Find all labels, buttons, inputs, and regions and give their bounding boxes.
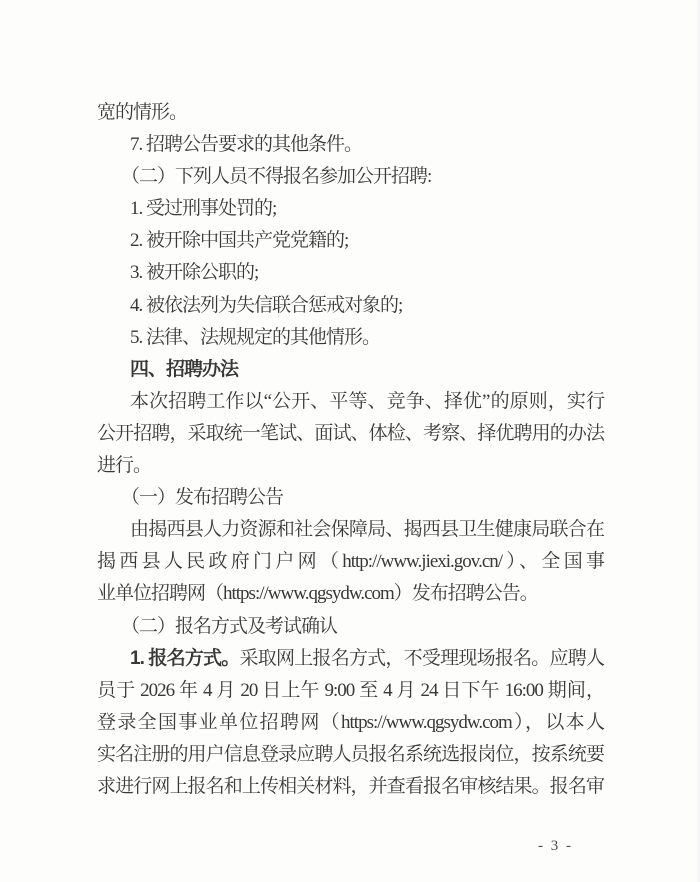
text-run: 1. 受过刑事处罚的; bbox=[130, 198, 277, 220]
text-run: （一）发布招聘公告 bbox=[121, 487, 284, 509]
document-line bbox=[97, 611, 604, 643]
document-line bbox=[97, 739, 604, 771]
page-number: - 3 - bbox=[538, 838, 573, 854]
document-body bbox=[97, 97, 604, 803]
text-run: 揭西县人民政府门户网（http://www.jiexi.gov.cn/）、全国事 bbox=[97, 551, 604, 573]
text-run: 采取网上报名方式，不受理现场报名。应聘人 bbox=[239, 647, 604, 669]
text-run: 登录全国事业单位招聘网（https://www.qgsydw.com），以本人 bbox=[97, 711, 604, 733]
bold-text-run: 1. 报名方式。 bbox=[130, 647, 240, 669]
document-line bbox=[97, 546, 604, 578]
document-line bbox=[97, 129, 604, 161]
document-line bbox=[97, 322, 604, 354]
document-line bbox=[97, 675, 604, 707]
document-line bbox=[97, 707, 604, 739]
text-run: 公开招聘，采取统一笔试、面试、体检、考察、择优聘用的办法 bbox=[97, 422, 604, 444]
text-run: 业单位招聘网（https://www.qgsydw.com）发布招聘公告。 bbox=[97, 583, 538, 605]
document-line bbox=[97, 450, 604, 482]
text-run: 由揭西县人力资源和社会保障局、揭西县卫生健康局联合在 bbox=[130, 519, 604, 541]
document-line bbox=[97, 482, 604, 514]
text-run: 宽的情形。 bbox=[97, 102, 188, 123]
document-line bbox=[97, 290, 604, 322]
document-line bbox=[97, 257, 604, 289]
document-line bbox=[97, 418, 604, 450]
document-line bbox=[97, 354, 604, 386]
text-run: 5. 法律、法规规定的其他情形。 bbox=[130, 326, 381, 348]
document-line bbox=[97, 578, 604, 610]
text-run: 本次招聘工作以“公开、平等、竞争、择优”的原则，实行 bbox=[130, 390, 604, 412]
document-line bbox=[97, 386, 604, 418]
text-run: 4. 被依法列为失信联合惩戒对象的; bbox=[130, 294, 403, 316]
document-line bbox=[97, 771, 604, 803]
document-line bbox=[97, 161, 604, 193]
bold-text-run: 四、招聘办法 bbox=[130, 358, 239, 380]
text-run: 3. 被开除公职的; bbox=[130, 262, 259, 284]
text-run: 求进行网上报名和上传相关材料，并查看报名审核结果。报名审 bbox=[97, 775, 604, 797]
document-line bbox=[97, 193, 604, 225]
document-line bbox=[97, 225, 604, 257]
text-run: 实名注册的用户信息登录应聘人员报名系统选报岗位，按系统要 bbox=[97, 743, 604, 765]
document-line bbox=[97, 97, 604, 129]
text-run: 员于 2026 年 4 月 20 日上午 9:00 至 4 月 24 日下午 16:00 期间， bbox=[97, 679, 604, 701]
document-line bbox=[97, 643, 604, 675]
text-run: （二）报名方式及考试确认 bbox=[121, 615, 338, 637]
scan-edge-shadow bbox=[696, 0, 700, 882]
text-run: （二）下列人员不得报名参加公开招聘: bbox=[121, 166, 432, 188]
text-run: 2. 被开除中国共产党党籍的; bbox=[130, 230, 349, 252]
text-run: 进行。 bbox=[97, 455, 152, 477]
text-run: 7. 招聘公告要求的其他条件。 bbox=[130, 134, 363, 156]
document-line bbox=[97, 514, 604, 546]
